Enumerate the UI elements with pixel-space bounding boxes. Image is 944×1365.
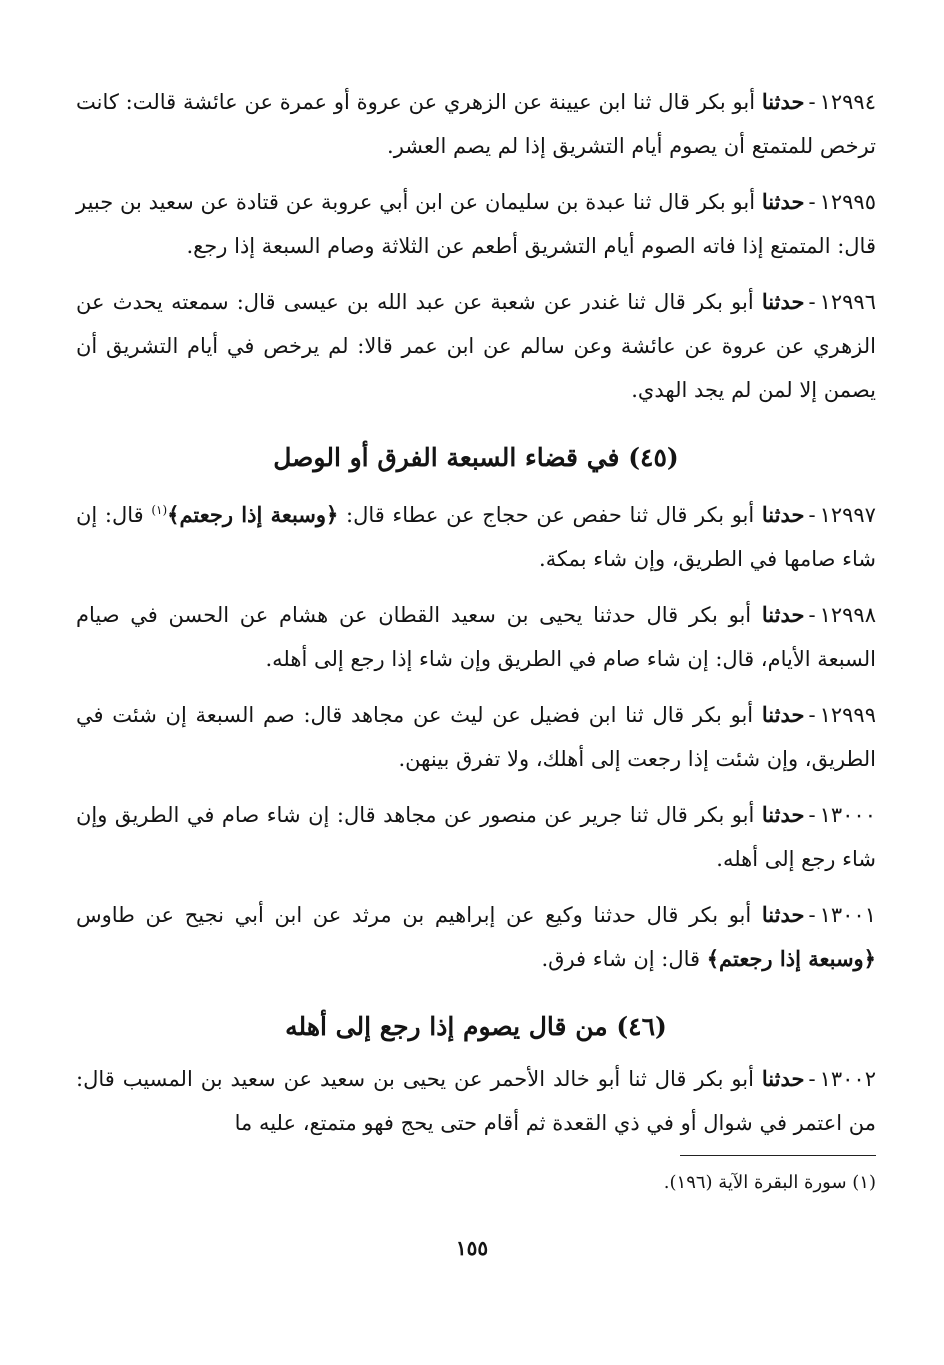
hadith-opening: حدثنا (761, 1066, 805, 1091)
dash-separator: - (808, 290, 816, 314)
hadith-opening: حدثنا (761, 802, 805, 827)
dash-separator: - (808, 190, 816, 214)
dash-separator: - (808, 90, 816, 114)
hadith-13001 (76, 893, 876, 981)
hadith-text: أبو بكر قال ثنا غندر عن شعبة عن عبد الله بن عيسى قال: سمعته يحدث عن الزهري عن عروة عن عائشة وعن سالم عن ابن عمر قالا: لم يرخص في أيام التشريق أن يصمن إلا لمن لم يجد الهدي. (76, 290, 876, 402)
hadith-text: أبو بكر قال ثنا ابن فضيل عن ليث عن مجاهد قال: صم السبعة إن شئت في الطريق، وإن شئت إذا رجعت إلى أهلك، ولا تفرق بينهن. (76, 703, 876, 771)
hadith-number: ١٢٩٩٨ (819, 603, 876, 627)
hadith-12995 (76, 180, 876, 268)
hadith-12997 (76, 488, 876, 581)
dash-separator: - (808, 803, 816, 827)
hadith-opening: حدثنا (761, 702, 805, 727)
footnote: (١) سورة البقرة الآية (١٩٦). (663, 1172, 876, 1193)
hadith-text: أبو بكر قال ثنا ابن عيينة عن الزهري عن عروة أو عمرة عن عائشة قالت: كانت ترخص للمتمتع أن يصوم أيام التشريق إذا لم يصم العشر. (76, 90, 876, 158)
hadith-number: ١٣٠٠٢ (819, 1067, 876, 1091)
hadith-opening: حدثنا (761, 89, 805, 114)
hadith-12999 (76, 693, 876, 781)
dash-separator: - (808, 703, 816, 727)
footnote-divider (680, 1155, 876, 1156)
hadith-12996 (76, 280, 876, 412)
hadith-12994 (76, 80, 876, 168)
quran-quote: ﴿وسبعة إذا رجعتم﴾ (167, 502, 339, 527)
hadith-13000 (76, 793, 876, 881)
section-heading-46: (٤٦) من قال يصوم إذا رجع إلى أهله (285, 1012, 667, 1041)
hadith-opening: حدثنا (761, 502, 805, 527)
hadith-number: ١٣٠٠١ (819, 903, 876, 927)
page-number: ١٥٥ (455, 1236, 489, 1260)
hadith-text: أبو بكر قال ثنا عبدة بن سليمان عن ابن أبي عروبة عن قتادة عن سعيد بن جبير قال: المتمتع إذا فاته الصوم أيام التشريق أطعم عن الثلاثة وصام السبعة إذا رجع. (76, 190, 876, 258)
dash-separator: - (808, 503, 816, 527)
hadith-text: أبو بكر قال حدثنا وكيع عن إبراهيم بن مرثد عن ابن أبي نجيح عن طاوس (76, 903, 752, 927)
hadith-text: أبو بكر قال ثنا أبو خالد الأحمر عن يحيى بن سعيد عن سعيد بن المسيب قال: من اعتمر في شوال أو في ذي القعدة ثم أقام حتى يحج فهو متمتع، عليه ما (76, 1067, 876, 1135)
dash-separator: - (808, 903, 816, 927)
page-body (76, 80, 876, 1157)
hadith-number: ١٢٩٩٥ (819, 190, 876, 214)
hadith-text-continued: قال: إن شاء فرق. (541, 947, 701, 971)
hadith-number: ١٢٩٩٤ (819, 90, 876, 114)
hadith-13002 (76, 1057, 876, 1145)
hadith-opening: حدثنا (761, 602, 805, 627)
quran-quote: ﴿وسبعة إذا رجعتم﴾ (706, 946, 876, 971)
hadith-text: أبو بكر قال ثنا حفص عن حجاج عن عطاء قال: (346, 503, 755, 527)
hadith-number: ١٢٩٩٧ (819, 503, 876, 527)
hadith-number: ١٢٩٩٦ (819, 290, 876, 314)
hadith-number: ١٣٠٠٠ (819, 803, 876, 827)
dash-separator: - (808, 1067, 816, 1091)
hadith-text: أبو بكر قال حدثنا يحيى بن سعيد القطان عن هشام عن الحسن في صيام السبعة الأيام، قال: إن شاء صام في الطريق وإن شاء إذا رجع إلى أهله. (76, 603, 876, 671)
hadith-text-continued: قال: إن شاء صامها في الطريق، وإن شاء بمكة. (76, 503, 876, 571)
dash-separator: - (808, 603, 816, 627)
hadith-opening: حدثنا (761, 189, 805, 214)
hadith-number: ١٢٩٩٩ (819, 703, 876, 727)
hadith-text: أبو بكر قال ثنا جرير عن منصور عن مجاهد قال: إن شاء صام في الطريق وإن شاء رجع إلى أهله. (76, 803, 876, 871)
hadith-opening: حدثنا (761, 902, 805, 927)
hadith-opening: حدثنا (761, 289, 805, 314)
footnote-marker: (١) (151, 503, 168, 517)
section-heading-45: (٤٥) في قضاء السبعة الفرق أو الوصل (273, 443, 679, 472)
hadith-12998 (76, 593, 876, 681)
